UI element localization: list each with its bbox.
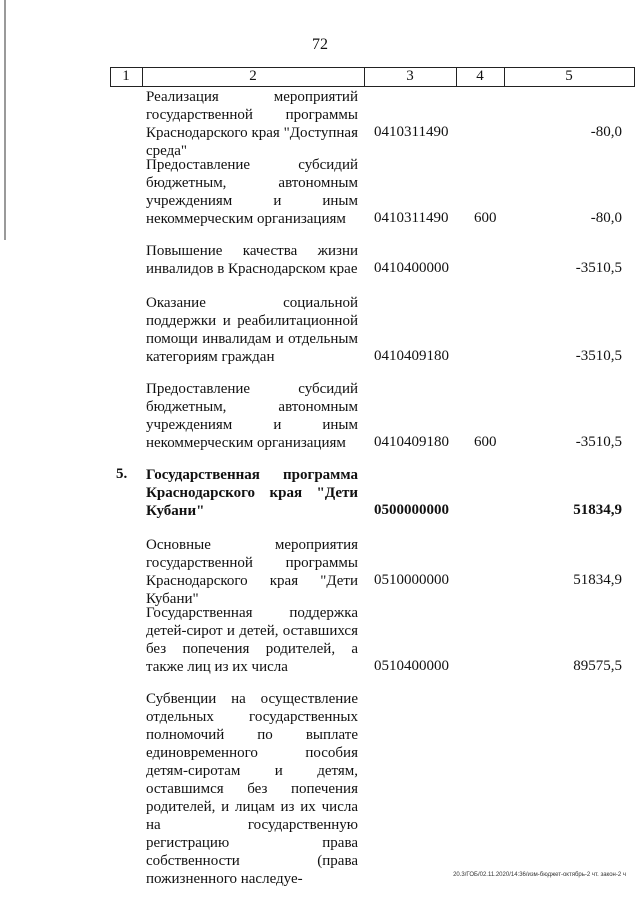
row-column-4: 600 bbox=[474, 210, 497, 226]
row-amount: -80,0 bbox=[590, 210, 622, 226]
section-title: Государственная программа Краснодарского края "Дети Кубани" bbox=[146, 467, 358, 519]
row-code: 0410311490 bbox=[374, 210, 449, 226]
row-amount: 51834,9 bbox=[573, 572, 622, 588]
column-header-1: 1 bbox=[122, 68, 130, 84]
row-code: 0510000000 bbox=[374, 572, 449, 588]
section-number: 5. bbox=[116, 466, 128, 482]
row-description: Реализация мероприятий государственной программы Краснодарского края "Доступная среда" bbox=[146, 89, 358, 159]
row-code: 0410311490 bbox=[374, 124, 449, 140]
column-header-2: 2 bbox=[249, 68, 257, 84]
column-header-5: 5 bbox=[565, 68, 573, 84]
row-code: 0410400000 bbox=[374, 260, 449, 276]
row-amount: 89575,5 bbox=[573, 658, 622, 674]
row-code: 0510400000 bbox=[374, 658, 449, 674]
row-description: Предоставление субсидий бюджетным, автономным учреждениям и иным некоммерческим организациям bbox=[146, 157, 358, 227]
row-amount: -3510,5 bbox=[575, 260, 622, 276]
row-description: Основные мероприятия государственной программы Краснодарского края "Дети Кубани" bbox=[146, 537, 358, 607]
row-amount: -3510,5 bbox=[575, 434, 622, 450]
row-description: Предоставление субсидий бюджетным, автономным учреждениям и иным некоммерческим организациям bbox=[146, 381, 358, 451]
row-column-4: 600 bbox=[474, 434, 497, 450]
column-header-4: 4 bbox=[476, 68, 484, 84]
row-description: Государственная поддержка детей-сирот и детей, оставшихся без попечения родителей, а также лиц из их числа bbox=[146, 605, 358, 675]
row-description: Повышение качества жизни инвалидов в Краснодарском крае bbox=[146, 243, 358, 277]
row-code: 0410409180 bbox=[374, 434, 449, 450]
row-amount: -3510,5 bbox=[575, 348, 622, 364]
column-header-3: 3 bbox=[406, 68, 414, 84]
row-description: Оказание социальной поддержки и реабилитационной помощи инвалидам и отдельным категориям граждан bbox=[146, 295, 358, 365]
row-amount: -80,0 bbox=[590, 124, 622, 140]
row-code: 0410409180 bbox=[374, 348, 449, 364]
header-divider bbox=[634, 67, 635, 87]
row-code: 0500000000 bbox=[374, 502, 449, 518]
row-amount: 51834,9 bbox=[573, 502, 622, 518]
row-description: Субвенции на осуществление отдельных государственных полномочий по выплате единовременного пособия детям-сиротам и детям, оставшимся без попечения родителей, и лицам из их числа на государственную регистрацию права собственности (права пожизненного наследуе- bbox=[146, 691, 358, 887]
page-number: 72 bbox=[312, 36, 328, 53]
document-footer: 20.3/ГОБ/02.11.2020/14:36/изм-бюджет-октябрь-2 чт. закон-2 ч bbox=[453, 872, 626, 878]
